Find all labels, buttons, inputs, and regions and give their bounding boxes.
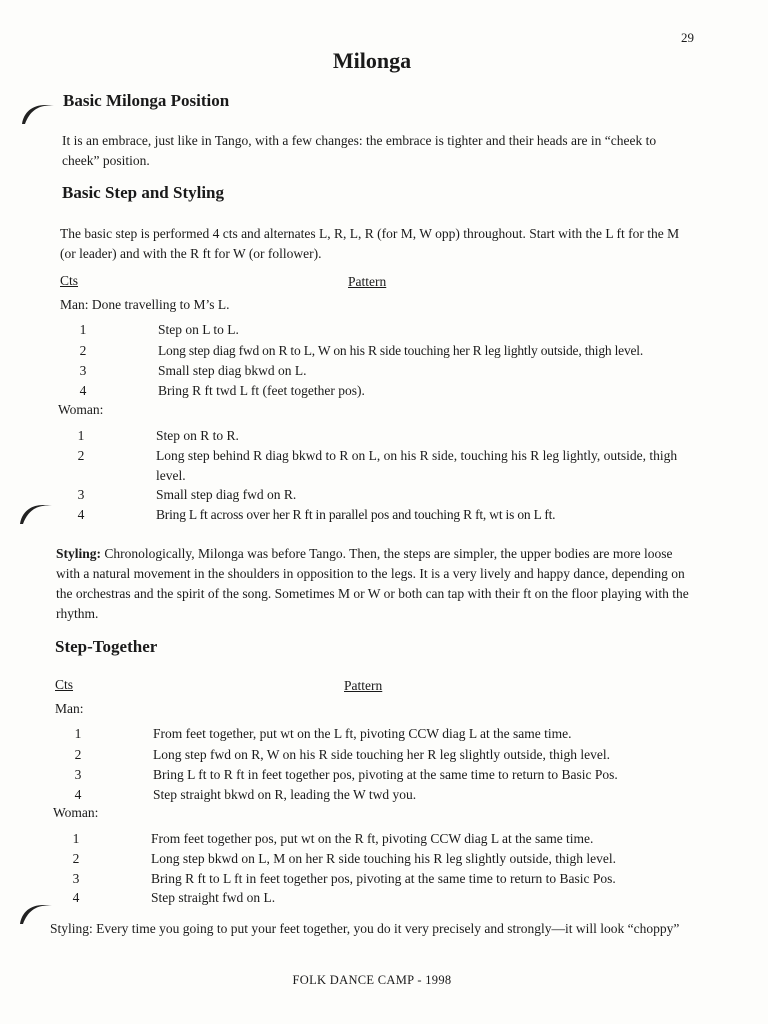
step-description: Bring L ft to R ft in feet together pos, pivoting at the same time to return to Basic Pos. (153, 767, 618, 782)
section-heading-step-together: Step-Together (55, 637, 158, 656)
count-number: 4 (77, 507, 85, 522)
step-together-styling: Styling: Every time you going to put your feet together, you do it very precisely and strongly—it will look “choppy” (50, 921, 680, 936)
page-number: 29 (681, 30, 694, 45)
count-number: 4 (72, 890, 80, 905)
step-description: Bring L ft across over her R ft in parallel pos and touching R ft, wt is on L ft. (156, 507, 556, 522)
count-number: 4 (74, 787, 82, 802)
step-description: Long step behind R diag bkwd to R on L, on his R side, touching his R leg lightly, outside, thigh level. (156, 448, 678, 483)
styling-text: Chronologically, Milonga was before Tango. Then, the steps are simpler, the upper bodies are more loose with a natural movement in the shoulders in opposition to the legs. It is a very lively and happy dance, depending on the orchestras and the spirit of the song. Sometimes M or W or both can tap with their ft on the floor playing with the rhythm. (56, 546, 689, 621)
step-description: Step on R to R. (156, 428, 239, 443)
styling-label: Styling: (56, 546, 102, 561)
man-label: Man: (55, 701, 84, 716)
count-number: 2 (79, 343, 87, 358)
count-number: 2 (74, 747, 82, 762)
basic-position-text: It is an embrace, just like in Tango, with a few changes: the embrace is tighter and their heads are in “cheek to cheek” position. (62, 133, 657, 168)
step-description: Long step bkwd on L, M on her R side touching his R leg slightly outside, thigh level. (151, 851, 616, 866)
count-number: 1 (74, 726, 82, 741)
count-number: 3 (72, 871, 80, 886)
step-description: From feet together, put wt on the L ft, pivoting CCW diag L at the same time. (153, 726, 572, 741)
page-title: Milonga (332, 48, 412, 73)
step-description: Long step diag fwd on R to L, W on his R side touching her R leg lightly outside, thigh level. (158, 343, 644, 358)
step-description: Small step diag fwd on R. (156, 487, 297, 502)
styling-paragraph (56, 544, 696, 624)
count-number: 3 (74, 767, 82, 782)
step-description: Step on L to L. (158, 322, 239, 337)
man-label: Man: Done travelling to M’s L. (60, 297, 230, 312)
count-number: 2 (77, 448, 85, 463)
step-description: Long step fwd on R, W on his R side touching her R leg slightly outside, thigh level. (153, 747, 610, 762)
cts-label: Cts (60, 273, 79, 288)
step-description: Step straight fwd on L. (151, 890, 276, 905)
section-heading-basic-position: Basic Milonga Position (63, 91, 230, 110)
basic-step-intro: The basic step is performed 4 cts and alternates L, R, L, R (for M, W opp) throughout. Start with the L ft for the M (or leader) and with the R ft for W (or follower). (60, 226, 680, 261)
count-number: 1 (72, 831, 80, 846)
pattern-label: Pattern (344, 678, 383, 693)
page-footer: FOLK DANCE CAMP - 1998 (292, 973, 452, 987)
count-number: 3 (79, 363, 87, 378)
woman-label: Woman: (53, 805, 99, 820)
step-description: Small step diag bkwd on L. (158, 363, 307, 378)
count-number: 2 (72, 851, 80, 866)
cts-label: Cts (55, 677, 74, 692)
woman-label: Woman: (58, 402, 104, 417)
binder-hole-mark (16, 498, 56, 528)
step-description: Bring R ft twd L ft (feet together pos). (158, 383, 365, 398)
count-number: 4 (79, 383, 87, 398)
count-number: 1 (79, 322, 87, 337)
step-description: Step straight bkwd on R, leading the W twd you. (153, 787, 417, 802)
section-heading-basic-step: Basic Step and Styling (62, 183, 225, 202)
binder-hole-mark (18, 98, 58, 128)
count-number: 3 (77, 487, 85, 502)
pattern-label: Pattern (348, 274, 387, 289)
count-number: 1 (77, 428, 85, 443)
step-description: Bring R ft to L ft in feet together pos, pivoting at the same time to return to Basic Pos. (151, 871, 616, 886)
step-description: From feet together pos, put wt on the R ft, pivoting CCW diag L at the same time. (151, 831, 594, 846)
